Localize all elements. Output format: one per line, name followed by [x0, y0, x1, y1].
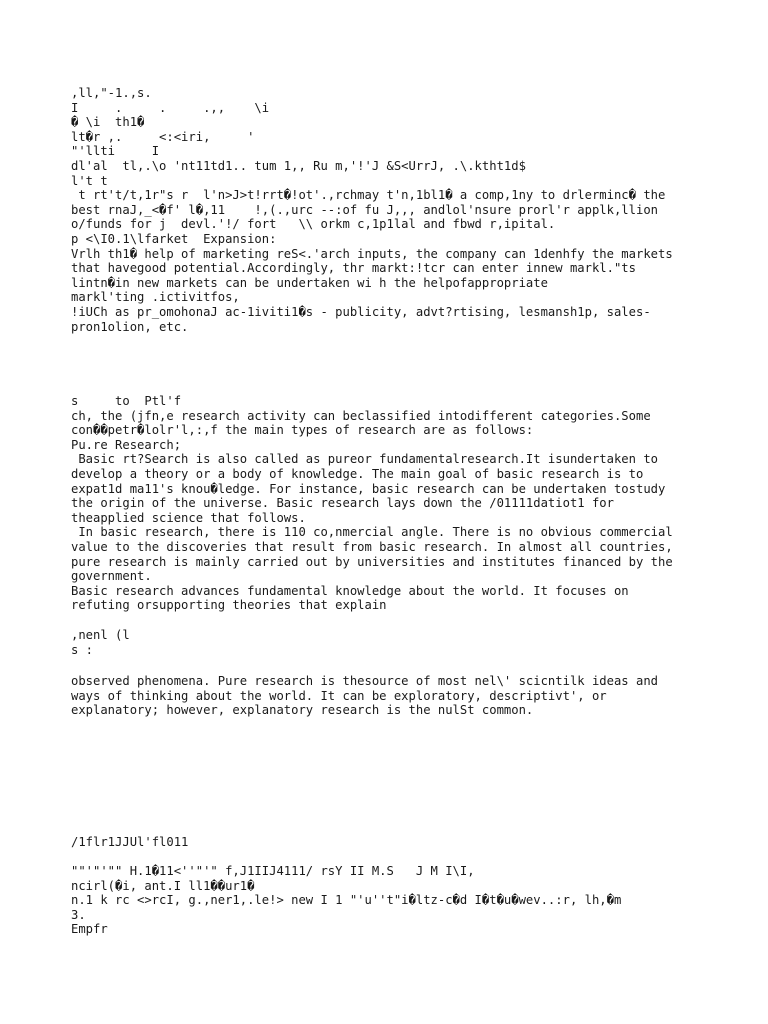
ocr-text-block-research-types: s to Ptl'f ch, the (jfn,e research activity can beclassified intodifferent categories.Some con��petr�lolr'l,:,f the main types of research are as follows: Pu.re Research; Basic rt?Search is also called as pureor fundamentalresearch.It isundertaken to develop a theory or a body of knowledge. The main goal of basic research is to expat1d ma11's knou�ledge. For instance, basic research can be undertaken tostudy the origin of the universe. Basic research lays down the /01111datiot1 for theapplied science that follows. In basic research, there is 110 co,nmercial angle. There is no obvious commercial value to the discoveries that result from basic research. In almost all countries, pure research is mainly carried out by universities and institutes financed by the government. Basic research advances fundamental knowledge about the world. It focuses on refuting orsupporting theories that explain	[71, 394, 673, 613]
ocr-text-block-marketing: ,ll,"-1.,s. I . . .,, \i � \i th1� lt�r ,. <:<iri, ' "'llti I dl'al tl,.\o 'nt11td1.. tum 1,, Ru m,'!'J &S<UrrJ, .\.ktht1d$ l't t t rt't/t,1r"s r l'n>J>t!rrt�!ot'.,rchmay t'n,1bl1� a comp,1ny to drlerminc� the best rnaJ,_<�f' l�,11 !,(.,urc --:of fu J,,, andlol'nsure prorl'r applk,llion o/funds for j devl.'!/ fort \\ orkm c,1p1lal and fbwd r,ipital. p <\I0.1\lfarket Expansion: Vrlh th1� help of marketing reS<.'arch inputs, the company can 1denhfy the markets that havegood potential.Accordingly, thr markt:!tcr can enter innew markl."ts lintn�in new markets can be undertaken wi h the helpofappropriate markl'ting .ictivitfos, !iUCh as pr_omohonaJ ac-1iviti1�s - publicity, advt?rtising, lesmansh1p, sales- pron1olion, etc.	[71, 86, 673, 334]
ocr-text-block-pure-research: observed phenomena. Pure research is thesource of most nel\' scicntilk ideas and ways of thinking about the world. It can be exploratory, descriptivt', or explanatory; however, explanatory research is the nulSt common.	[71, 674, 658, 718]
ocr-text-fragment: ,nenl (l s :	[71, 628, 130, 657]
ocr-text-heading-fragment: /1flr1JJUl'fl011	[71, 835, 189, 849]
ocr-text-block-footer: ""'"'"" H.1�11<''"'" f,J1IIJ4111/ rsY II M.S J M I\I, ncirl(�i, ant.I ll1��ur1� n.1 k rc <>rcI, g.,ner1,.le!> new I 1 "'u''t"i�ltz-c�d I�t�u�wev..:r, lh,�m 3. Empfr	[71, 864, 622, 937]
